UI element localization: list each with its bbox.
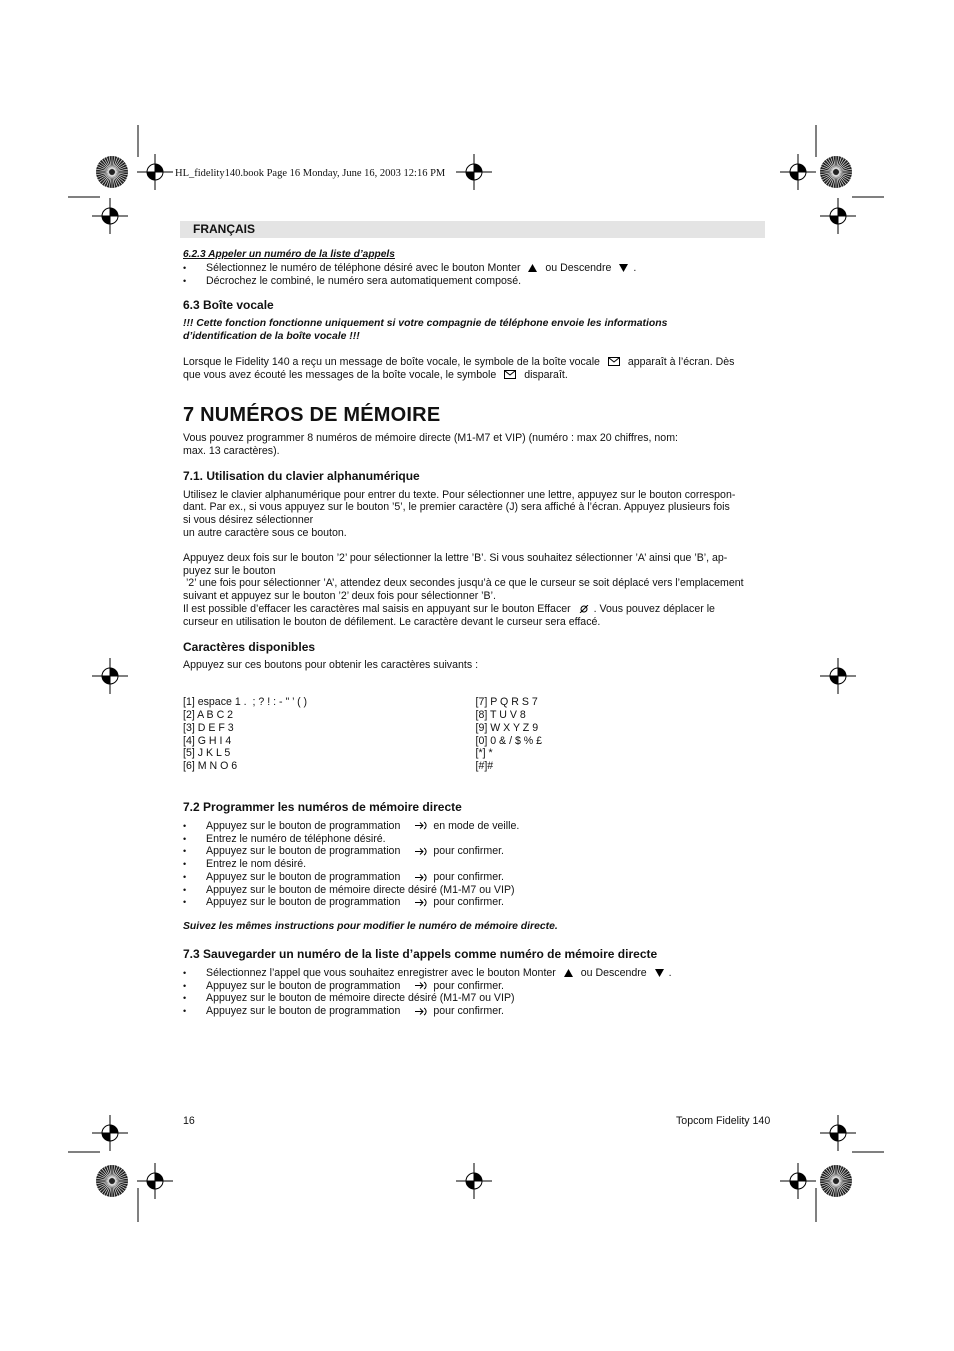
- key-characters: [0] 0 & / $ % £: [475, 734, 543, 747]
- paragraph-line: ’2’ une fois pour sélectionner ’A’, attendez deux secondes jusqu’à ce que le curseur se soit déplacé vers l’emplacement: [183, 577, 744, 590]
- paragraph-line: un autre caractère sous ce bouton.: [183, 526, 347, 539]
- list-item: [183, 833, 768, 846]
- list-item-text: .: [633, 261, 637, 274]
- paragraph-text: que vous avez écouté les messages de la boîte vocale, le symbole: [183, 368, 497, 381]
- list-item-text: Appuyez sur le bouton de programmation: [206, 845, 401, 858]
- crosshair-target-icon: [456, 154, 492, 190]
- program-arrow-icon: [414, 1007, 428, 1016]
- list-item-text: ou Descendre: [580, 966, 647, 979]
- list-item: [183, 980, 768, 993]
- envelope-icon: [504, 370, 516, 379]
- crosshair-target-icon: [780, 1163, 816, 1199]
- crosshair-target-icon: [92, 1115, 128, 1151]
- characters-intro: Appuyez sur ces boutons pour obtenir les caractères suivants :: [183, 659, 479, 672]
- language-bar: [180, 221, 765, 238]
- section-63-title: 6.3 Boîte vocale: [183, 298, 274, 313]
- key-characters: [4] G H I 4: [183, 734, 232, 747]
- chapter-intro: Vous pouvez programmer 8 numéros de mémoire directe (M1-M7 et VIP) (numéro : max 20 chiffres, nom:: [183, 432, 678, 445]
- envelope-icon: [608, 357, 620, 366]
- paragraph-line: suivant et appuyez sur le bouton ’2’ deux fois pour sélectionner ’B’.: [183, 590, 496, 603]
- crosshair-target-icon: [820, 198, 856, 234]
- up-triangle-icon: [564, 969, 573, 977]
- characters-title: Caractères disponibles: [183, 639, 316, 654]
- program-arrow-icon: [414, 898, 428, 907]
- list-item: [183, 262, 768, 275]
- key-characters: [3] D E F 3: [183, 721, 234, 734]
- paragraph-line: puyez sur le bouton: [183, 564, 276, 577]
- starburst-icon: [96, 156, 128, 188]
- crosshair-target-icon: [137, 1163, 173, 1199]
- crosshair-target-icon: [137, 154, 173, 190]
- list-item: [183, 896, 768, 909]
- down-triangle-icon: [619, 264, 628, 272]
- paragraph-line: curseur en utilisation le bouton de défilement. Le caractère devant le curseur sera effacé.: [183, 615, 601, 628]
- list-item-text: Sélectionnez l’appel que vous souhaitez enregistrer avec le bouton Monter: [206, 966, 556, 979]
- crosshair-target-icon: [820, 1115, 856, 1151]
- voicemail-paragraph: [183, 356, 768, 382]
- program-arrow-icon: [414, 873, 428, 882]
- paragraph-line: si vous désirez sélectionner: [183, 514, 314, 527]
- list-item-text: pour confirmer.: [433, 896, 504, 909]
- warning-line: d’identification de la boîte vocale !!!: [183, 330, 360, 342]
- key-characters: [1] espace 1 . ; ? ! : - " ’ ( ): [183, 696, 308, 709]
- list-item-text: Entrez le nom désiré.: [206, 858, 307, 871]
- paragraph-line: Appuyez deux fois sur le bouton ’2’ pour sélectionner la lettre ’B’. Si vous souhaitez sélectionner ’A’ ainsi que ’B’, ap-: [183, 551, 728, 564]
- paragraph-line: [183, 603, 768, 616]
- paragraph-text: Lorsque le Fidelity 140 a reçu un message de boîte vocale, le symbole de la boîte vocale: [183, 355, 600, 368]
- section-72-title: 7.2 Programmer les numéros de mémoire directe: [183, 799, 462, 814]
- paragraph-line: dant. Par ex., si vous appuyez sur le bouton ’5’, le premier caractère (J) sera affiché à l’écran. Appuyez plusieurs fois: [183, 501, 730, 514]
- chapter-intro: max. 13 caractères).: [183, 444, 280, 457]
- characters-column-right: [476, 696, 769, 773]
- section-73-title: 7.3 Sauvegarder un numéro de la liste d’appels comme numéro de mémoire directe: [183, 947, 658, 962]
- list-item: • Décrochez le combiné, le numéro sera automatiquement composé.: [183, 275, 768, 288]
- starburst-icon: [820, 1165, 852, 1197]
- list-item-text: Appuyez sur le bouton de programmation: [206, 979, 401, 992]
- list-item-text: Appuyez sur le bouton de programmation: [206, 896, 401, 909]
- list-item: [183, 820, 768, 833]
- paragraph-text: . Vous pouvez déplacer le: [593, 602, 715, 615]
- key-characters: [9] W X Y Z 9: [475, 721, 539, 734]
- list-item-text: Appuyez sur le bouton de mémoire directe désiré (M1-M7 ou VIP): [206, 992, 515, 1005]
- chapter-7-title: 7 NUMÉROS DE MÉMOIRE: [183, 404, 441, 427]
- key-characters: [2] A B C 2: [183, 708, 234, 721]
- warning-line: !!! Cette fonction fonctionne uniquement si votre compagnie de téléphone envoie les informations: [183, 318, 668, 330]
- list-item-text: Entrez le numéro de téléphone désiré.: [206, 832, 386, 845]
- key-characters: [5] J K L 5: [183, 747, 231, 760]
- list-item: [183, 871, 768, 884]
- paragraph-text: Il est possible d’effacer les caractères mal saisis en appuyant sur le bouton Effacer: [183, 602, 571, 615]
- list-item-text: Sélectionnez le numéro de téléphone désiré avec le bouton Monter: [206, 261, 521, 274]
- crosshair-target-icon: [92, 198, 128, 234]
- key-characters: [*] *: [475, 747, 493, 760]
- section-623-title: 6.2.3 Appeler un numéro de la liste d’appels: [183, 249, 395, 260]
- list-item-text: ou Descendre: [545, 261, 612, 274]
- up-triangle-icon: [528, 264, 537, 272]
- crosshair-target-icon: [780, 154, 816, 190]
- list-item: [183, 858, 768, 871]
- list-item-text: en mode de veille.: [433, 819, 520, 832]
- list-item: [183, 992, 768, 1005]
- section-71-title: 7.1. Utilisation du clavier alphanumérique: [183, 468, 420, 483]
- list-item-text: pour confirmer.: [433, 979, 504, 992]
- list-item: [183, 1005, 768, 1018]
- paragraph-text: disparaît.: [524, 368, 568, 381]
- section-73-list: [183, 967, 768, 1018]
- page-content: [183, 249, 768, 1018]
- characters-table: [183, 696, 768, 773]
- list-item-text: Appuyez sur le bouton de mémoire directe désiré (M1-M7 ou VIP): [206, 883, 515, 896]
- list-item-text: .: [668, 966, 672, 979]
- list-item-text: Appuyez sur le bouton de programmation: [206, 819, 401, 832]
- note-line: Suivez les mêmes instructions pour modifier le numéro de mémoire directe.: [183, 921, 558, 933]
- page-header: HL_fidelity140.book Page 16 Monday, June 16, 2003 12:16 PM: [175, 168, 446, 179]
- page-number: 16: [183, 1115, 195, 1127]
- list-item-text: pour confirmer.: [433, 845, 504, 858]
- down-triangle-icon: [655, 969, 664, 977]
- program-arrow-icon: [414, 821, 428, 830]
- key-characters: [#]#: [475, 760, 494, 773]
- section-72-list: [183, 820, 768, 910]
- starburst-icon: [820, 156, 852, 188]
- crosshair-target-icon: [820, 658, 856, 694]
- starburst-icon: [96, 1165, 128, 1197]
- crosshair-target-icon: [92, 658, 128, 694]
- list-item-text: Appuyez sur le bouton de programmation: [206, 870, 401, 883]
- characters-column-left: [183, 696, 476, 773]
- footer-brand: Topcom Fidelity 140: [676, 1115, 771, 1127]
- list-item: [183, 967, 768, 980]
- list-item-text: Appuyez sur le bouton de programmation: [206, 1005, 401, 1018]
- key-characters: [8] T U V 8: [475, 708, 526, 721]
- list-item-text: pour confirmer.: [433, 870, 504, 883]
- paragraph-text: apparaît à l’écran. Dès: [627, 355, 735, 368]
- language-label: FRANÇAIS: [193, 222, 255, 236]
- erase-icon: [579, 605, 589, 613]
- program-arrow-icon: [414, 847, 428, 856]
- key-characters: [6] M N O 6: [183, 760, 238, 773]
- program-arrow-icon: [414, 981, 428, 990]
- list-item-text: pour confirmer.: [433, 1005, 504, 1018]
- key-characters: [7] P Q R S 7: [475, 696, 538, 709]
- list-item: [183, 884, 768, 897]
- crosshair-target-icon: [456, 1163, 492, 1199]
- list-item: [183, 845, 768, 858]
- paragraph-line: Utilisez le clavier alphanumérique pour entrer du texte. Pour sélectionner une lettre, appuyez sur le bouton correspon-: [183, 488, 736, 501]
- section-623-list: [183, 262, 768, 288]
